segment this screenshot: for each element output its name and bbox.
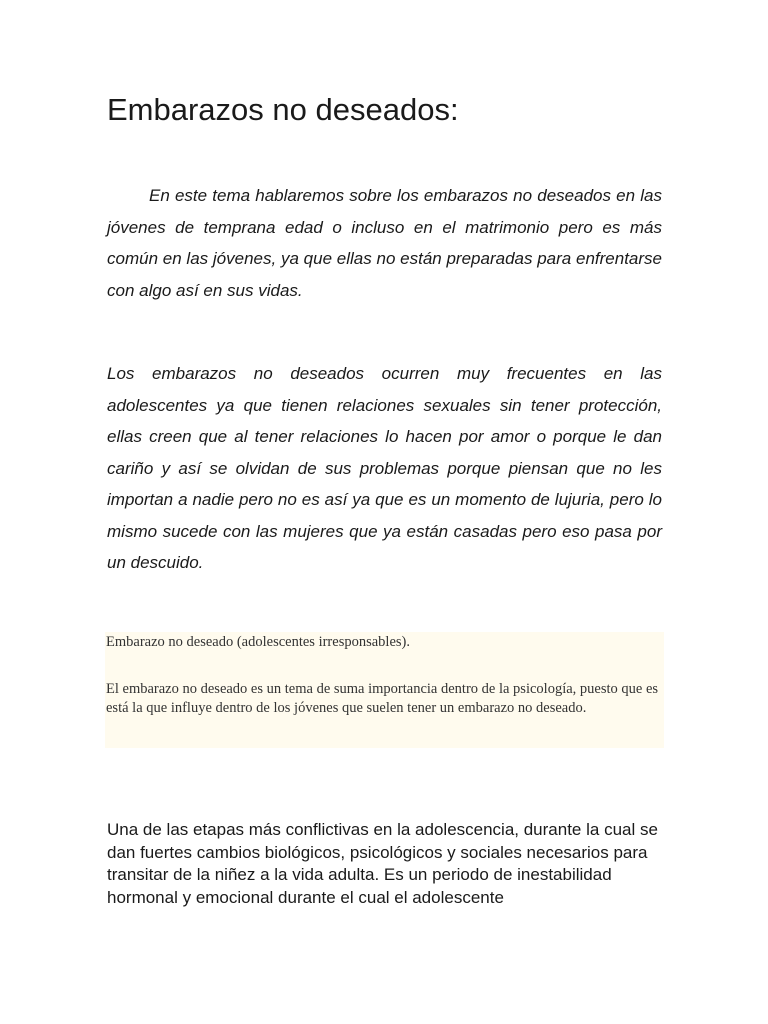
quoted-excerpt-body: El embarazo no deseado es un tema de suma importancia dentro de la psicología, puesto que es está la que influye dentro de los jóvenes que suelen tener un embarazo no deseado. [106,681,659,716]
intro-paragraph: En este tema hablaremos sobre los embarazos no deseados en las jóvenes de temprana edad o incluso en el matrimonio pero es más común en las jóvenes, ya que ellas no están preparadas para enfrentarse con algo así en sus vidas. [107,186,662,300]
quoted-excerpt-title: Embarazo no deseado (adolescentes irresponsables). [106,634,410,650]
quoted-excerpt-box [105,632,664,748]
body-paragraph: Los embarazos no deseados ocurren muy frecuentes en las adolescentes ya que tienen relaciones sexuales sin tener protección, ellas creen que al tener relaciones lo hacen por amor o porque le dan cariño y así se olvidan de sus problemas porque piensan que no les importan a nadie pero no es así ya que es un momento de lujuria, pero lo mismo sucede con las mujeres que ya están casadas pero eso pasa por un descuido. [107,364,662,572]
closing-paragraph: Una de las etapas más conflictivas en la adolescencia, durante la cual se dan fuertes cambios biológicos, psicológicos y sociales necesarios para transitar de la niñez a la vida adulta. Es un periodo de inestabilidad hormonal y emocional durante el cual el adolescente [107,820,658,908]
page-title: Embarazos no deseados: [107,92,459,127]
